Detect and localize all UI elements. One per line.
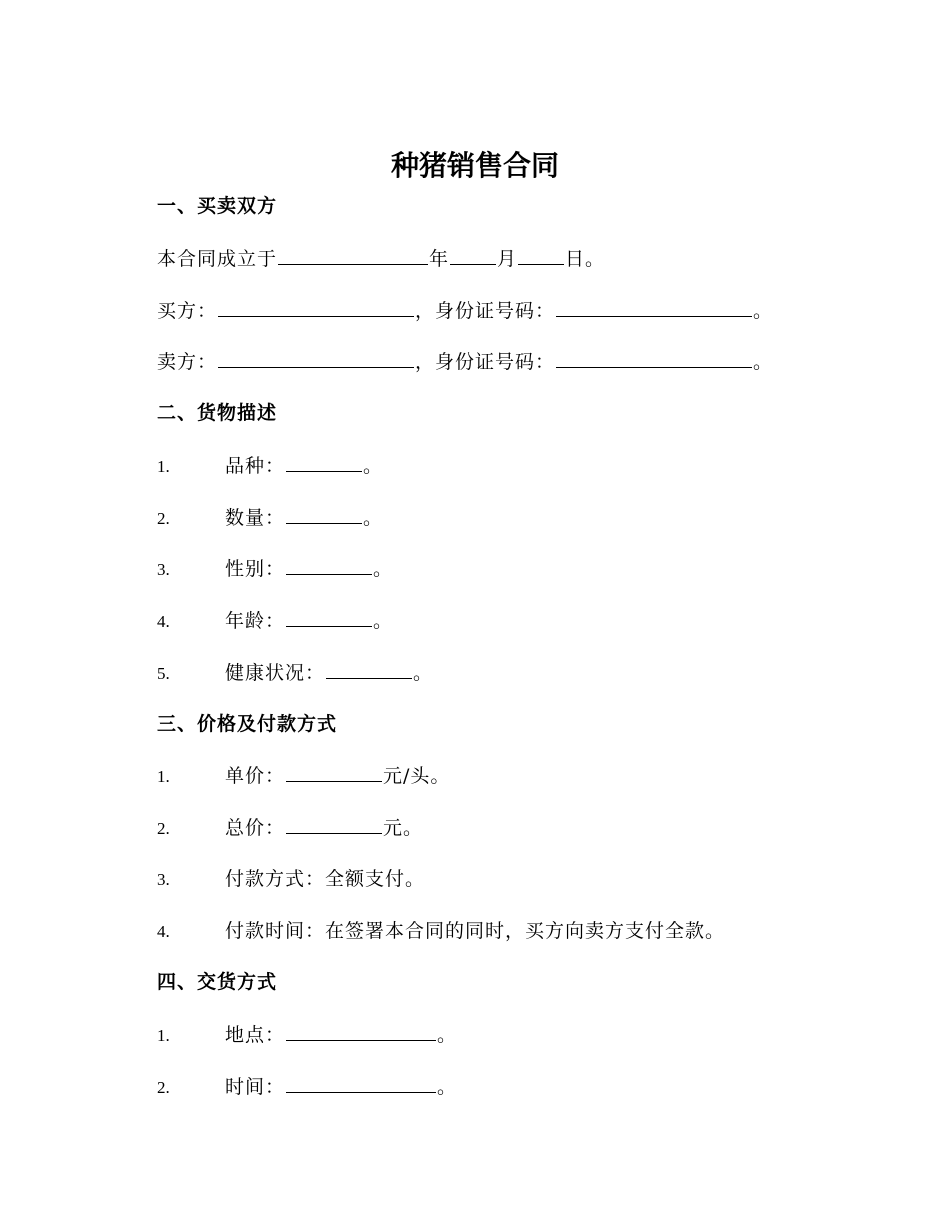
item-label: 年龄： [225, 610, 286, 632]
item-label: 健康状况： [225, 662, 326, 684]
day-label: 日。 [565, 248, 606, 270]
item-number: 3. [157, 870, 170, 889]
buyer-id-blank [556, 296, 752, 317]
item-number: 3. [157, 560, 170, 579]
list-item [157, 606, 393, 636]
seller-line [157, 347, 773, 376]
item-end: 元。 [383, 817, 424, 839]
item-end: 。 [363, 507, 384, 529]
day-blank [518, 244, 564, 265]
established-label: 本合同成立于 [157, 248, 278, 270]
quantity-blank [286, 503, 362, 524]
list-item [157, 865, 425, 894]
item-label: 时间： [225, 1076, 286, 1098]
list-item [157, 761, 450, 791]
month-label: 月 [497, 248, 518, 270]
item-end: 。 [373, 610, 394, 632]
item-end: 。 [363, 455, 384, 477]
buyer-id-label: ，身份证号码： [415, 300, 556, 322]
contract-date-line [157, 244, 605, 273]
unit-price-blank [286, 761, 382, 782]
section-heading-parties: 一、买卖双方 [157, 195, 278, 217]
list-item [157, 917, 725, 946]
list-item [157, 658, 433, 688]
item-end: 元/头。 [383, 765, 451, 787]
list-item [157, 813, 423, 843]
item-number: 4. [157, 922, 170, 941]
item-number: 2. [157, 1078, 170, 1097]
section-heading-price: 三、价格及付款方式 [157, 713, 338, 735]
item-text: 付款方式：全额支付。 [225, 868, 426, 890]
list-item [157, 1020, 457, 1050]
year-blank [278, 244, 428, 265]
buyer-label: 买方： [157, 300, 218, 322]
item-label: 总价： [225, 817, 286, 839]
sex-blank [286, 554, 372, 575]
item-label: 单价： [225, 765, 286, 787]
month-blank [450, 244, 496, 265]
health-blank [326, 658, 412, 679]
item-number: 1. [157, 1026, 170, 1045]
item-number: 2. [157, 819, 170, 838]
year-label: 年 [429, 248, 450, 270]
buyer-name-blank [218, 296, 414, 317]
item-end: 。 [413, 662, 434, 684]
document-title: 种猪销售合同 [390, 149, 559, 182]
seller-label: 卖方： [157, 351, 218, 373]
total-price-blank [286, 813, 382, 834]
list-item [157, 451, 383, 481]
seller-name-blank [218, 347, 414, 368]
list-item [157, 1072, 457, 1102]
location-blank [286, 1020, 436, 1041]
item-label: 数量： [225, 507, 286, 529]
age-blank [286, 606, 372, 627]
item-number: 5. [157, 664, 170, 683]
item-label: 品种： [225, 455, 286, 477]
variety-blank [286, 451, 362, 472]
list-item [157, 554, 393, 584]
item-end: 。 [437, 1024, 458, 1046]
item-number: 1. [157, 457, 170, 476]
buyer-line [157, 296, 773, 325]
seller-id-label: ，身份证号码： [415, 351, 556, 373]
item-number: 4. [157, 612, 170, 631]
item-number: 2. [157, 509, 170, 528]
section-heading-goods: 二、货物描述 [157, 402, 278, 424]
item-text: 付款时间：在签署本合同的同时，买方向卖方支付全款。 [225, 920, 726, 942]
list-item [157, 503, 383, 533]
time-blank [286, 1072, 436, 1093]
seller-line-end: 。 [753, 351, 774, 373]
item-number: 1. [157, 767, 170, 786]
item-end: 。 [373, 558, 394, 580]
item-end: 。 [437, 1076, 458, 1098]
item-label: 地点： [225, 1024, 286, 1046]
seller-id-blank [556, 347, 752, 368]
section-heading-delivery: 四、交货方式 [157, 971, 278, 993]
buyer-line-end: 。 [753, 300, 774, 322]
item-label: 性别： [225, 558, 286, 580]
